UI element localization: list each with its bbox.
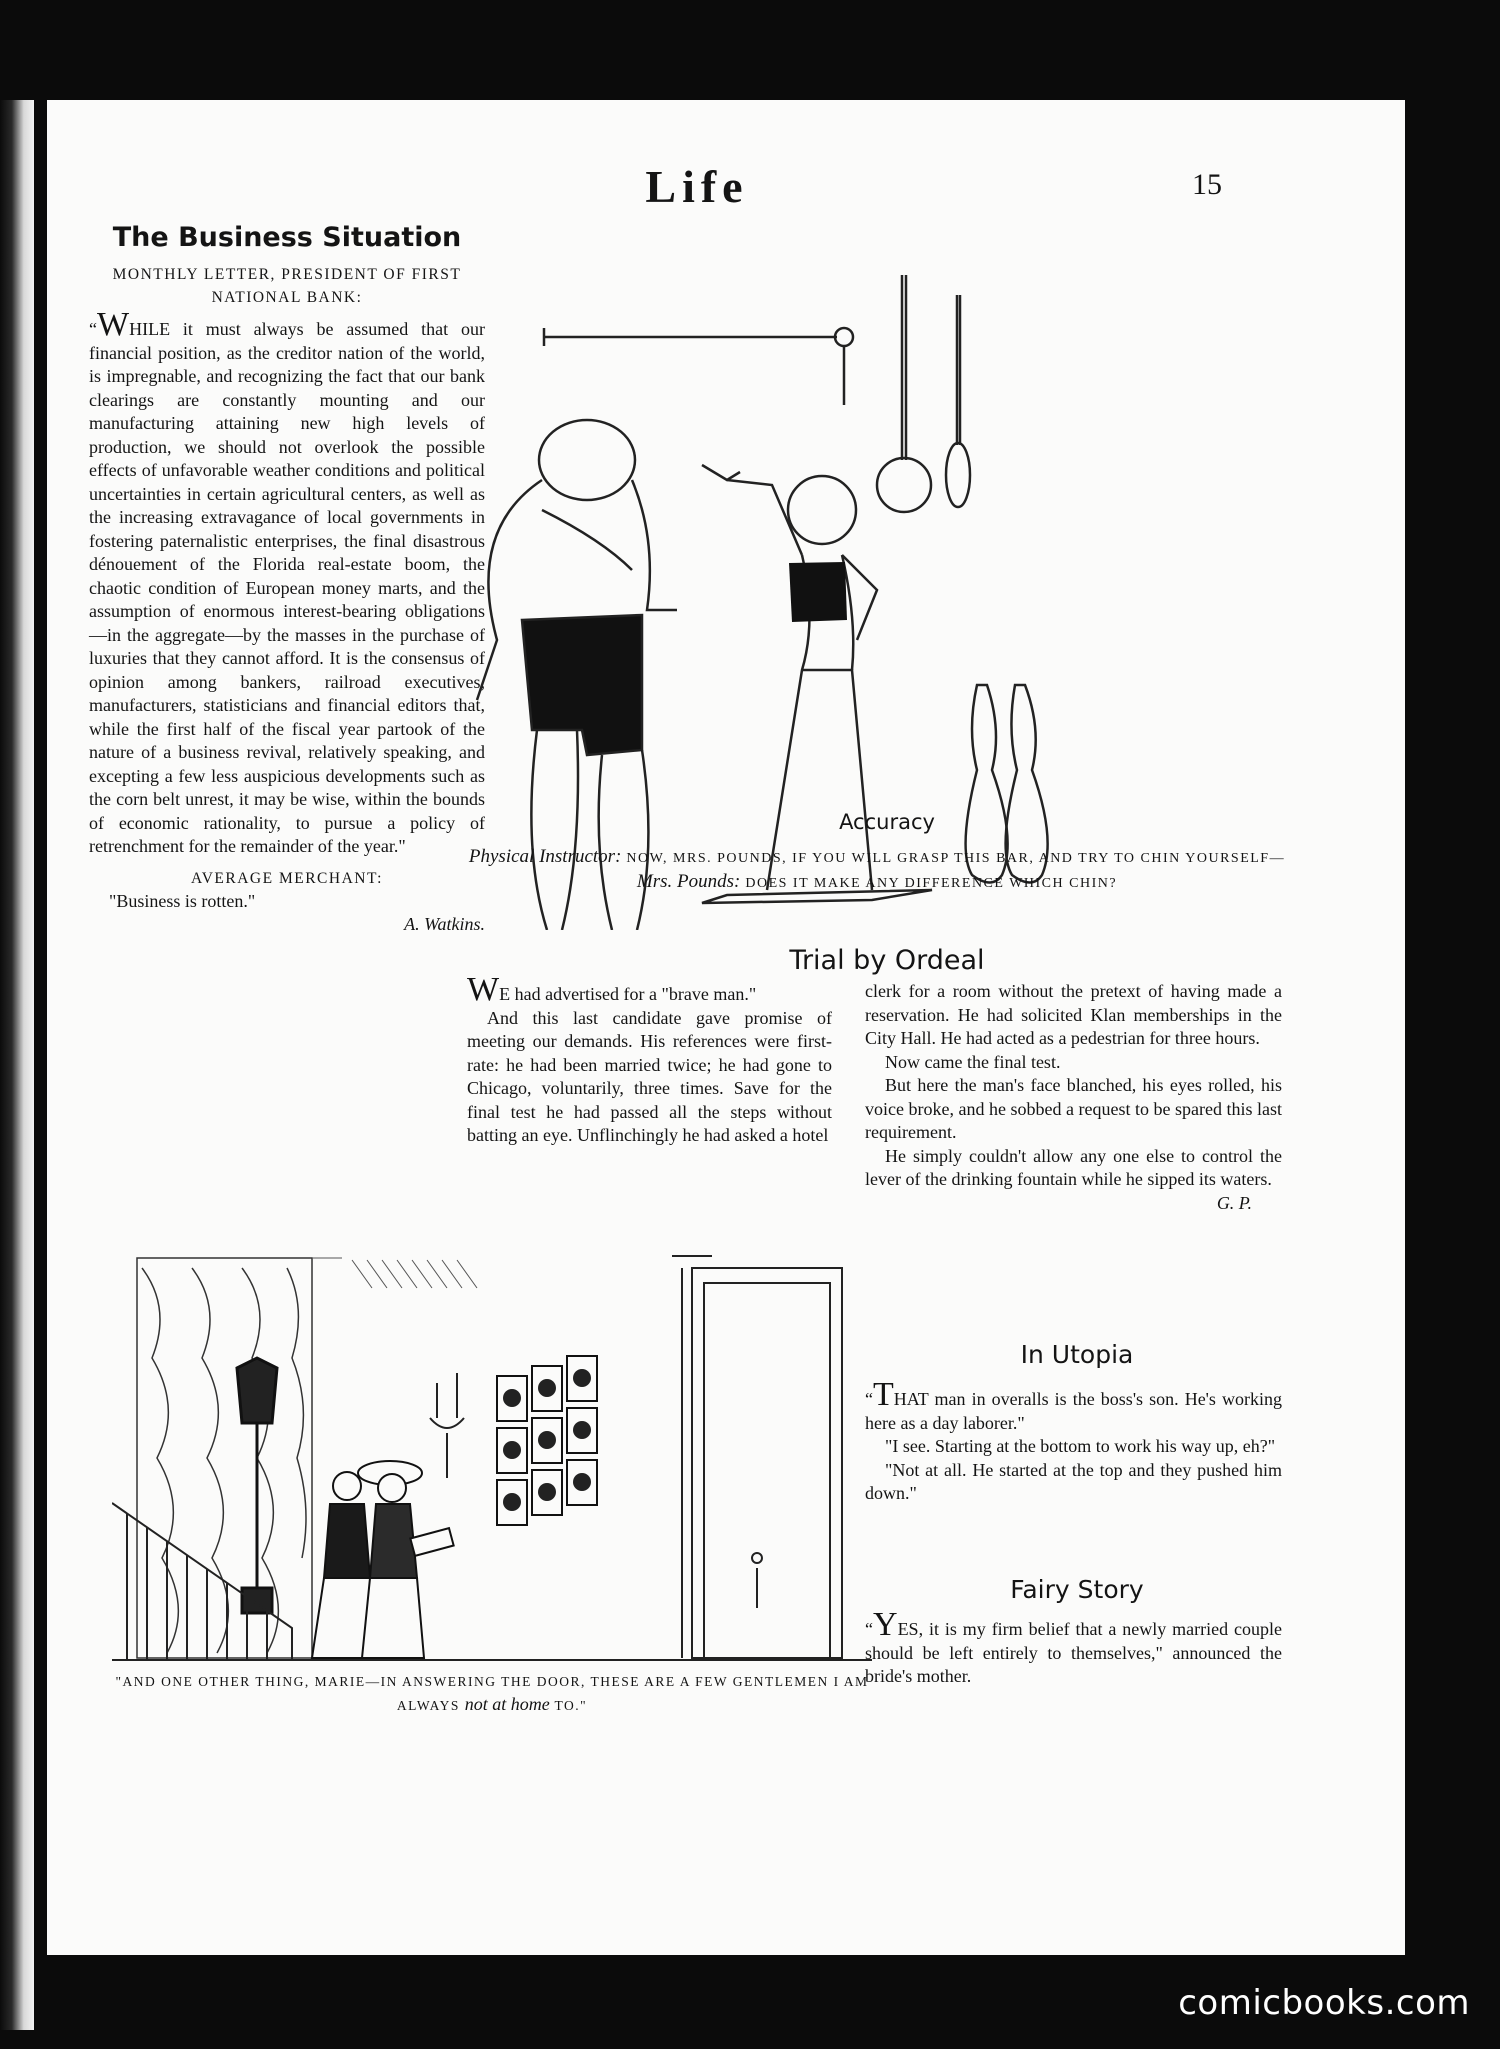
fairy-body — [865, 1606, 1282, 1689]
utopia-text-1: HAT man in overalls is the boss's son. He's working here as a day laborer." — [865, 1389, 1282, 1433]
fairy-headline: Fairy Story — [1010, 1575, 1144, 1604]
trial-para-6: He simply couldn't allow any one else to control the lever of the drinking fountain while he sipped its waters. — [865, 1145, 1282, 1189]
trial-para-4: Now came the final test. — [885, 1051, 1061, 1072]
instructor-top — [789, 562, 847, 622]
merchant-quote: "Business is rotten." — [109, 890, 256, 911]
trial-text-1: E had advertised for a "brave man." — [499, 984, 757, 1004]
masthead: Life — [645, 161, 749, 212]
business-body: “WHILE it must always be assumed that our financial position, as the creditor nation of the world, is impregnable, and recognizing the fact that our bank clearings are constantly mounting and our manufacturing attaining new high levels of production, we should not overlook the possible effects of unfavorable weather conditions and political uncertainties in certain agricultural centers, as well as the increasing extravagance of local governments in fostering paternalistic enterprises, the final disastrous dénouement of the Florida real-estate boom, the chaotic condition of European money marts, and the assumption of enormous interest-bearing obligations—in the aggregate—by the masses in the purchase of luxuries that they cannot afford. It is the consensus of opinion among bankers, railroad executives, manufacturers, statisticians and financial editors that, while the first half of the fiscal year partook of the nature of a business revival, relatively speaking, and excepting a few less auspicious developments such as the corn belt unrest, it may be wise, within the bounds of economic rationality, to pursue a policy of retrenchment for the remainder of the year." — [89, 306, 485, 856]
facing-page-edge — [0, 100, 34, 2030]
page-number: 15 — [1192, 168, 1222, 201]
marie-caption-italic: not at home — [464, 1694, 550, 1714]
instructor-line: NOW, MRS. POUNDS, IF YOU WILL GRASP THIS BAR, AND TRY TO CHIN YOURSELF— — [626, 851, 1286, 866]
business-signature: A. Watkins. — [404, 913, 485, 934]
trial-headline: Trial by Ordeal — [789, 945, 985, 976]
utopia-para-1: “THAT man in overalls is the boss's son. He's working here as a day laborer." — [865, 1376, 1282, 1433]
trial-para-1 — [467, 971, 832, 1008]
woman-head — [539, 420, 635, 500]
trial-column-2 — [865, 980, 1282, 1215]
trial-column-1 — [467, 971, 832, 1148]
utopia-headline: In Utopia — [1020, 1340, 1134, 1369]
magazine-page — [47, 100, 1405, 1955]
business-column — [89, 222, 485, 936]
accuracy-caption — [467, 845, 1287, 895]
gym-ring-right — [946, 443, 970, 507]
speaker-pounds: Mrs. Pounds: — [636, 871, 741, 892]
merchant-label: AVERAGE MERCHANT: — [191, 869, 383, 887]
utopia-para-3: "Not at all. He started at the top and they pushed him down." — [865, 1459, 1282, 1503]
trial-signature: G. P. — [1216, 1192, 1252, 1213]
fairy-para-1: “YES, it is my firm belief that a newly married couple should be left entirely to themselves," announced the bride's mother. — [865, 1606, 1282, 1686]
marie-caption — [107, 1670, 877, 1717]
gym-ring-left — [877, 458, 931, 512]
fairy-text-1: ES, it is my firm belief that a newly married couple should be left entirely to themselves," announced the bride's mother. — [865, 1619, 1282, 1686]
business-dropcap: W — [97, 306, 130, 343]
business-byline: MONTHLY LETTER, PRESIDENT OF FIRST NATIONAL BANK: — [112, 266, 462, 306]
fairy-dropcap: Y — [873, 1606, 898, 1643]
trial-dropcap: W — [467, 971, 500, 1008]
pounds-line: DOES IT MAKE ANY DIFFERENCE WHICH CHIN? — [745, 876, 1118, 891]
business-text: HILE it must always be assumed that our financial position, as the creditor nation of the world, is impregnable, and recognizing the fact that our bank clearings are constantly mounting and our manufacturing attaining new high levels of production, we should not overlook the possible effects of unfavorable weather conditions and political uncertainties in certain agricultural centers, as well as the increasing extravagance of local governments in fostering paternalistic enterprises, the final disastrous dénouement of the Florida real-estate boom, the chaotic condition of European money marts, and the assumption of enormous interest-bearing obligations—in the aggregate—by the masses in the purchase of luxuries that they cannot afford. It is the consensus of opinion among bankers, railroad executives, manufacturers, statisticians and financial editors that, while the first half of the fiscal year partook of the nature of a business revival, relatively speaking, and excepting a few less auspicious developments such as the corn belt unrest, it may be wise, within the bounds of economic rationality, to pursue a policy of retrenchment for the remainder of the year." — [89, 319, 485, 856]
speaker-instructor: Physical Instructor: — [468, 846, 622, 867]
utopia-body — [865, 1376, 1282, 1506]
marie-caption-a: "AND ONE OTHER THING, MARIE—IN ANSWERING THE DOOR, THESE ARE A FEW GENTLEMEN I AM ALWAYS — [115, 1674, 869, 1713]
trial-para-5: But here the man's face blanched, his eyes rolled, his voice broke, and he sobbed a request to be spared this last requirement. — [865, 1075, 1282, 1142]
watermark: comicbooks.com — [1178, 1983, 1470, 2023]
utopia-dropcap: T — [873, 1376, 894, 1413]
trial-para-3: clerk for a room without the pretext of having made a reservation. He had solicited Klan memberships in the City Hall. He had acted as a pedestrian for three hours. — [865, 981, 1282, 1048]
accuracy-title: Accuracy — [839, 810, 935, 834]
marie-caption-b: TO." — [554, 1698, 588, 1713]
utopia-para-2: "I see. Starting at the bottom to work his way up, eh?" — [885, 1436, 1276, 1456]
business-headline: The Business Situation — [112, 222, 462, 253]
trial-para-2: And this last candidate gave promise of meeting our demands. His references were first-rate: he had been married twice; he had gone to Chicago, voluntarily, three times. Save for the final test he had passed all the steps without batting an eye. Unflinchingly he had asked a hotel — [467, 1007, 832, 1145]
instructor-head — [788, 476, 856, 544]
